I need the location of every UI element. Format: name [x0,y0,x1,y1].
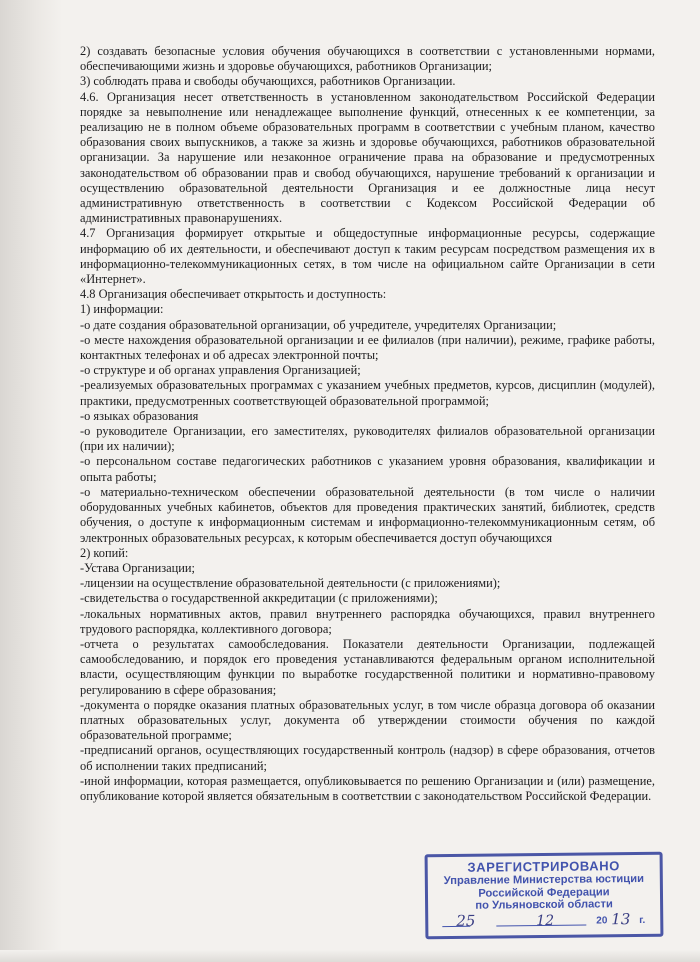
paragraph: -локальных нормативных актов, правил внутреннего распорядка обучающихся, правил внутреннего трудового распорядка, коллективного договора; [80,606,655,636]
paragraph: -документа о порядке оказания платных образовательных услуг, в том числе образца договора об оказании платных образовательных услуг, документа об утверждении стоимости обучения по каждой образовательной программе; [80,697,655,743]
paragraph: -о руководителе Организации, его заместителях, руководителях филиалов образовательной организации (при их наличии); [80,424,655,454]
paragraph: -о структуре и об органах управления Организацией; [80,363,361,378]
paragraph: -Устава Организации; [80,560,195,575]
stamp-line: Управление Министерства юстиции [443,872,644,888]
paragraph: -свидетельства о государственной аккредитации (с приложениями); [80,591,438,606]
paragraph: -о персональном составе педагогических работников с указанием уровня образования, квалификации и опыта работы; [80,454,655,484]
stamp-year-suffix: 13 [611,910,631,929]
document-body [80,44,655,804]
paragraph: -лицензии на осуществление образовательной деятельности (с приложениями); [80,576,501,591]
stamp-date [436,911,652,931]
paragraph: -о дате создания образовательной организации, об учредителе, учредителях Организации; [80,317,557,332]
paragraph: -иной информации, которая размещается, опубликовывается по решению Организации и (или) размещение, опубликование которой является обязательным в соответствии с законодательством Российской Федерации. [80,773,655,803]
paragraph: 4.8 Организация обеспечивает открытость и доступность: [80,287,387,302]
stamp-year-letter: г. [639,914,646,927]
paragraph: -реализуемых образовательных программах с указанием учебных предметов, курсов, дисциплин (модулей), практики, предусмотренных соответствующей образовательной программой; [80,378,655,408]
stamp-line: Российской Федерации [478,885,610,900]
paragraph: -отчета о результатах самообследования. Показатели деятельности Организации, подлежащей самообследованию, и порядок его проведения устанавливаются федеральным органом исполнительной власти, осуществляющим функции по выработке государственной политики и нормативно-правовому регулированию в сфере образования; [80,636,655,697]
scan-edge-shadow [0,950,700,962]
paragraph: 1) информации: [80,302,164,317]
paragraph: 3) соблюдать права и свободы обучающихся, работников Организации. [80,74,456,89]
scan-binding-shadow [0,0,62,962]
paragraph: -предписаний органов, осуществляющих государственный контроль (надзор) в сфере образования, отчетов об исполнении таких предписаний; [80,743,655,773]
stamp-title: ЗАРЕГИСТРИРОВАНО [467,858,620,875]
stamp-date-day: 25 [456,911,476,930]
paragraph: 2) копий: [80,545,129,560]
registration-stamp [425,852,664,939]
paragraph: -о языках образования [80,408,199,423]
paragraph: -о месте нахождения образовательной организации и ее филиалов (при наличии), режиме, графике работы, контактных телефонах и об адресах электронной почты; [80,332,655,363]
stamp-year-prefix: 20 [596,915,608,927]
stamp-line: по Ульяновской области [475,898,613,912]
paragraph: 4.6. Организация несет ответственность в установленном законодательством Российской Федерации порядке за невыполнение или ненадлежащее выполнение функций, отнесенных к ее компетенции, за реализацию не в полном объеме образовательных программ в соответствии с учебным планом, качество образования своих выпускников, а также за жизнь и здоровье обучающихся, работников образовательной организации. За нарушение или незаконное ограничение права на образование и предусмотренных законодательством об образовании прав и свобод обучающихся, нарушение требований к организации и осуществлению образовательной деятельности Организация и ее должностные лица несут административную ответственность в соответствии с Кодексом Российской Федерации об административных правонарушениях. [80,89,655,226]
paragraph: 4.7 Организация формирует открытые и общедоступные информационные ресурсы, содержащие информацию об их деятельности, и обеспечивают доступ к таким ресурсам посредством размещения их в информационно-телекоммуникационных сетях, в том числе на официальном сайте Организации в сети «Интернет». [80,226,655,287]
stamp-date-month: 12 [536,912,555,930]
paragraph: 2) создавать безопасные условия обучения обучающихся в соответствии с установленными нормами, обеспечивающими жизнь и здоровье обучающихся, работников Организации; [80,44,655,74]
paragraph: -о материально-техническом обеспечении образовательной деятельности (в том числе о наличии оборудованных учебных кабинетов, объектов для проведения практических занятий, библиотек, средств обучения, о доступе к информационным системам и информационно-телекоммуникационным сетям, об электронных образовательных ресурсах, к которым обеспечивается доступ обучающихся [80,484,655,545]
